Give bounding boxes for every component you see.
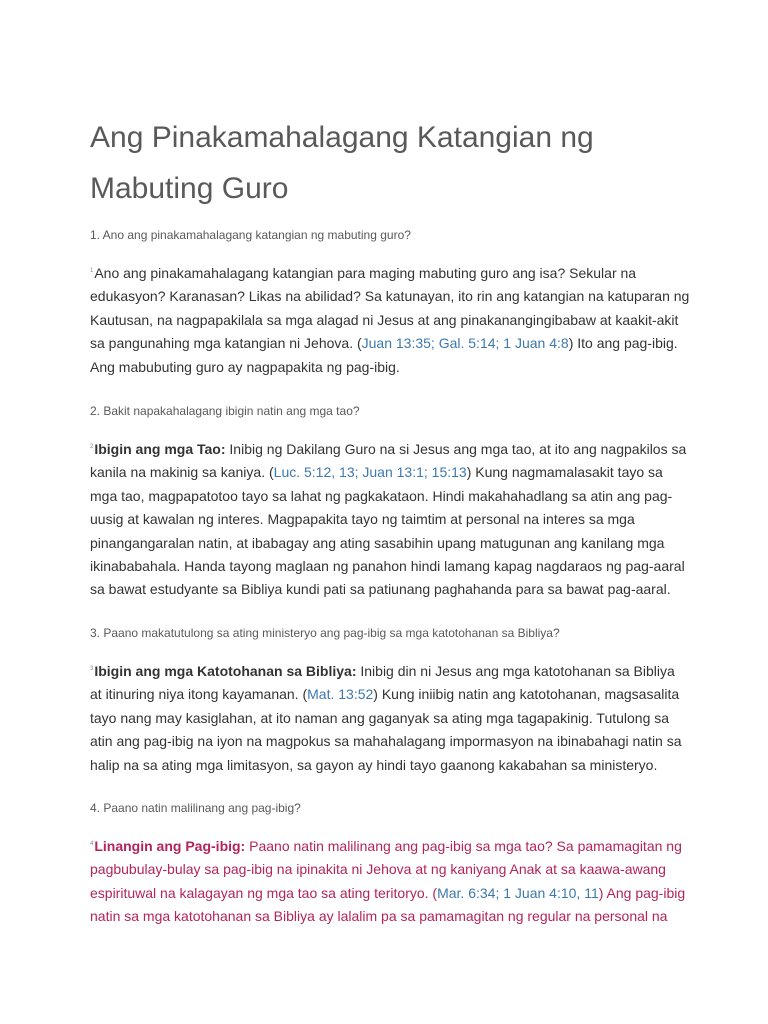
scripture-link[interactable]: 15:13	[427, 464, 467, 481]
page-title: Ang Pinakamahalagang Katangian ng Mabuting Guro	[90, 121, 594, 205]
paragraph-text: Inibig din ni Jesus ang mga katotohanan sa Bibliya at itinuring niya itong kayamanan. (	[90, 663, 675, 703]
paragraph-2	[90, 438, 690, 602]
paragraph-number: 3	[90, 666, 94, 673]
paragraph-number: 1	[90, 268, 94, 275]
paragraph-1	[90, 262, 690, 379]
question-4: 4. Paano natin malilinang ang pag-ibig?	[90, 801, 301, 815]
paragraph-text: ) Kung iniibig natin ang katotohanan, magsasalita tayo nang may kasiglahan, at ito naman ang gaganyak sa ating mga tagapakinig. Tutulong sa atin ang pag-ibig na iyon na magpokus sa mahahalagang impormasyon na ibinabahagi natin sa halip na sa ating mga limitasyon, sa gayon ay hindi tayo gaanong kakabahan sa ministeryo.	[90, 686, 682, 773]
paragraph-text: Ano ang pinakamahalagang katangian para maging mabuting guro ang isa? Sekular na edukasyon? Karanasan? Likas na abilidad? Sa katunayan, ito rin ang katangian na katuparan ng Kautusan, na nagpapakilala sa mga alagad ni Jesus at ang pinakanangingibabaw at kaakit-akit sa pangunahing mga katangian ni Jehova. (	[90, 265, 690, 352]
paragraph-text: Inibig ng Dakilang Guro na si Jesus ang mga tao, at ito ang nagpakilos sa kanila na makinig sa kaniya. (	[90, 441, 687, 481]
paragraph-text: ) Ang pag-ibig natin sa mga katotohanan sa Bibliya ay lalalim pa sa pamamagitan ng regular na personal na	[90, 884, 686, 925]
scripture-link[interactable]: Juan 13:35;	[361, 335, 435, 352]
scripture-link[interactable]: Mat. 13:52	[307, 686, 374, 703]
scripture-link[interactable]: Mar. 6:34;	[437, 884, 500, 901]
paragraph-text: Paano natin malilinang ang pag-ibig sa mga tao? Sa pamamagitan ng pagbubulay-bulay sa pag-ibig na ipinakita ni Jehova at ng kaniyang Anak at sa kaawa-awang espirituwal na kalagayan ng mga tao sa ating teritoryo. (	[90, 838, 682, 901]
paragraph-number: 2	[90, 444, 94, 451]
paragraph-number: 4	[90, 841, 94, 848]
paragraph-3	[90, 660, 690, 777]
scripture-link[interactable]: 1 Juan 4:10, 11	[499, 884, 599, 901]
question-3: 3. Paano makatutulong sa ating ministeryo ang pag-ibig sa mga katotohanan sa Bibliya?	[90, 626, 560, 640]
paragraph-heading: Linangin ang Pag-ibig:	[94, 838, 246, 854]
scripture-link[interactable]: Luc. 5:12, 13;	[273, 464, 359, 481]
scripture-link[interactable]: Juan 13:1;	[358, 464, 428, 481]
paragraph-text: ) Kung nagmamalasakit tayo sa mga tao, magpapatotoo tayo sa lahat ng pagkakataon. Hindi makahahadlang sa atin ang pag-uusig at kawalan ng interes. Magpapakita tayo ng taimtim at personal na interes sa mga pinangangaralan natin, at ibabagay ang ating sasabihin upang matugunan ang kanilang mga ikinababahala. Handa tayong maglaan ng panahon hindi lamang kapag nagdaraos ng pag-aaral sa bawat estudyante sa Bibliya kundi pati sa patiunang paghahanda para sa bawat pag-aaral.	[90, 464, 685, 598]
question-1: 1. Ano ang pinakamahalagang katangian ng mabuting guro?	[90, 228, 411, 242]
paragraph-heading: Ibigin ang mga Tao:	[94, 441, 226, 457]
paragraph-text: ) Ito ang pag-ibig. Ang mabubuting guro ay nagpapakita ng pag-ibig.	[90, 335, 678, 375]
scripture-link[interactable]: Gal. 5:14;	[434, 335, 500, 352]
scripture-link[interactable]: 1 Juan 4:8	[499, 335, 569, 352]
paragraph-4	[90, 835, 690, 929]
question-2: 2. Bakit napakahalagang ibigin natin ang mga tao?	[90, 404, 360, 418]
paragraph-heading: Ibigin ang mga Katotohanan sa Bibliya:	[94, 663, 357, 679]
